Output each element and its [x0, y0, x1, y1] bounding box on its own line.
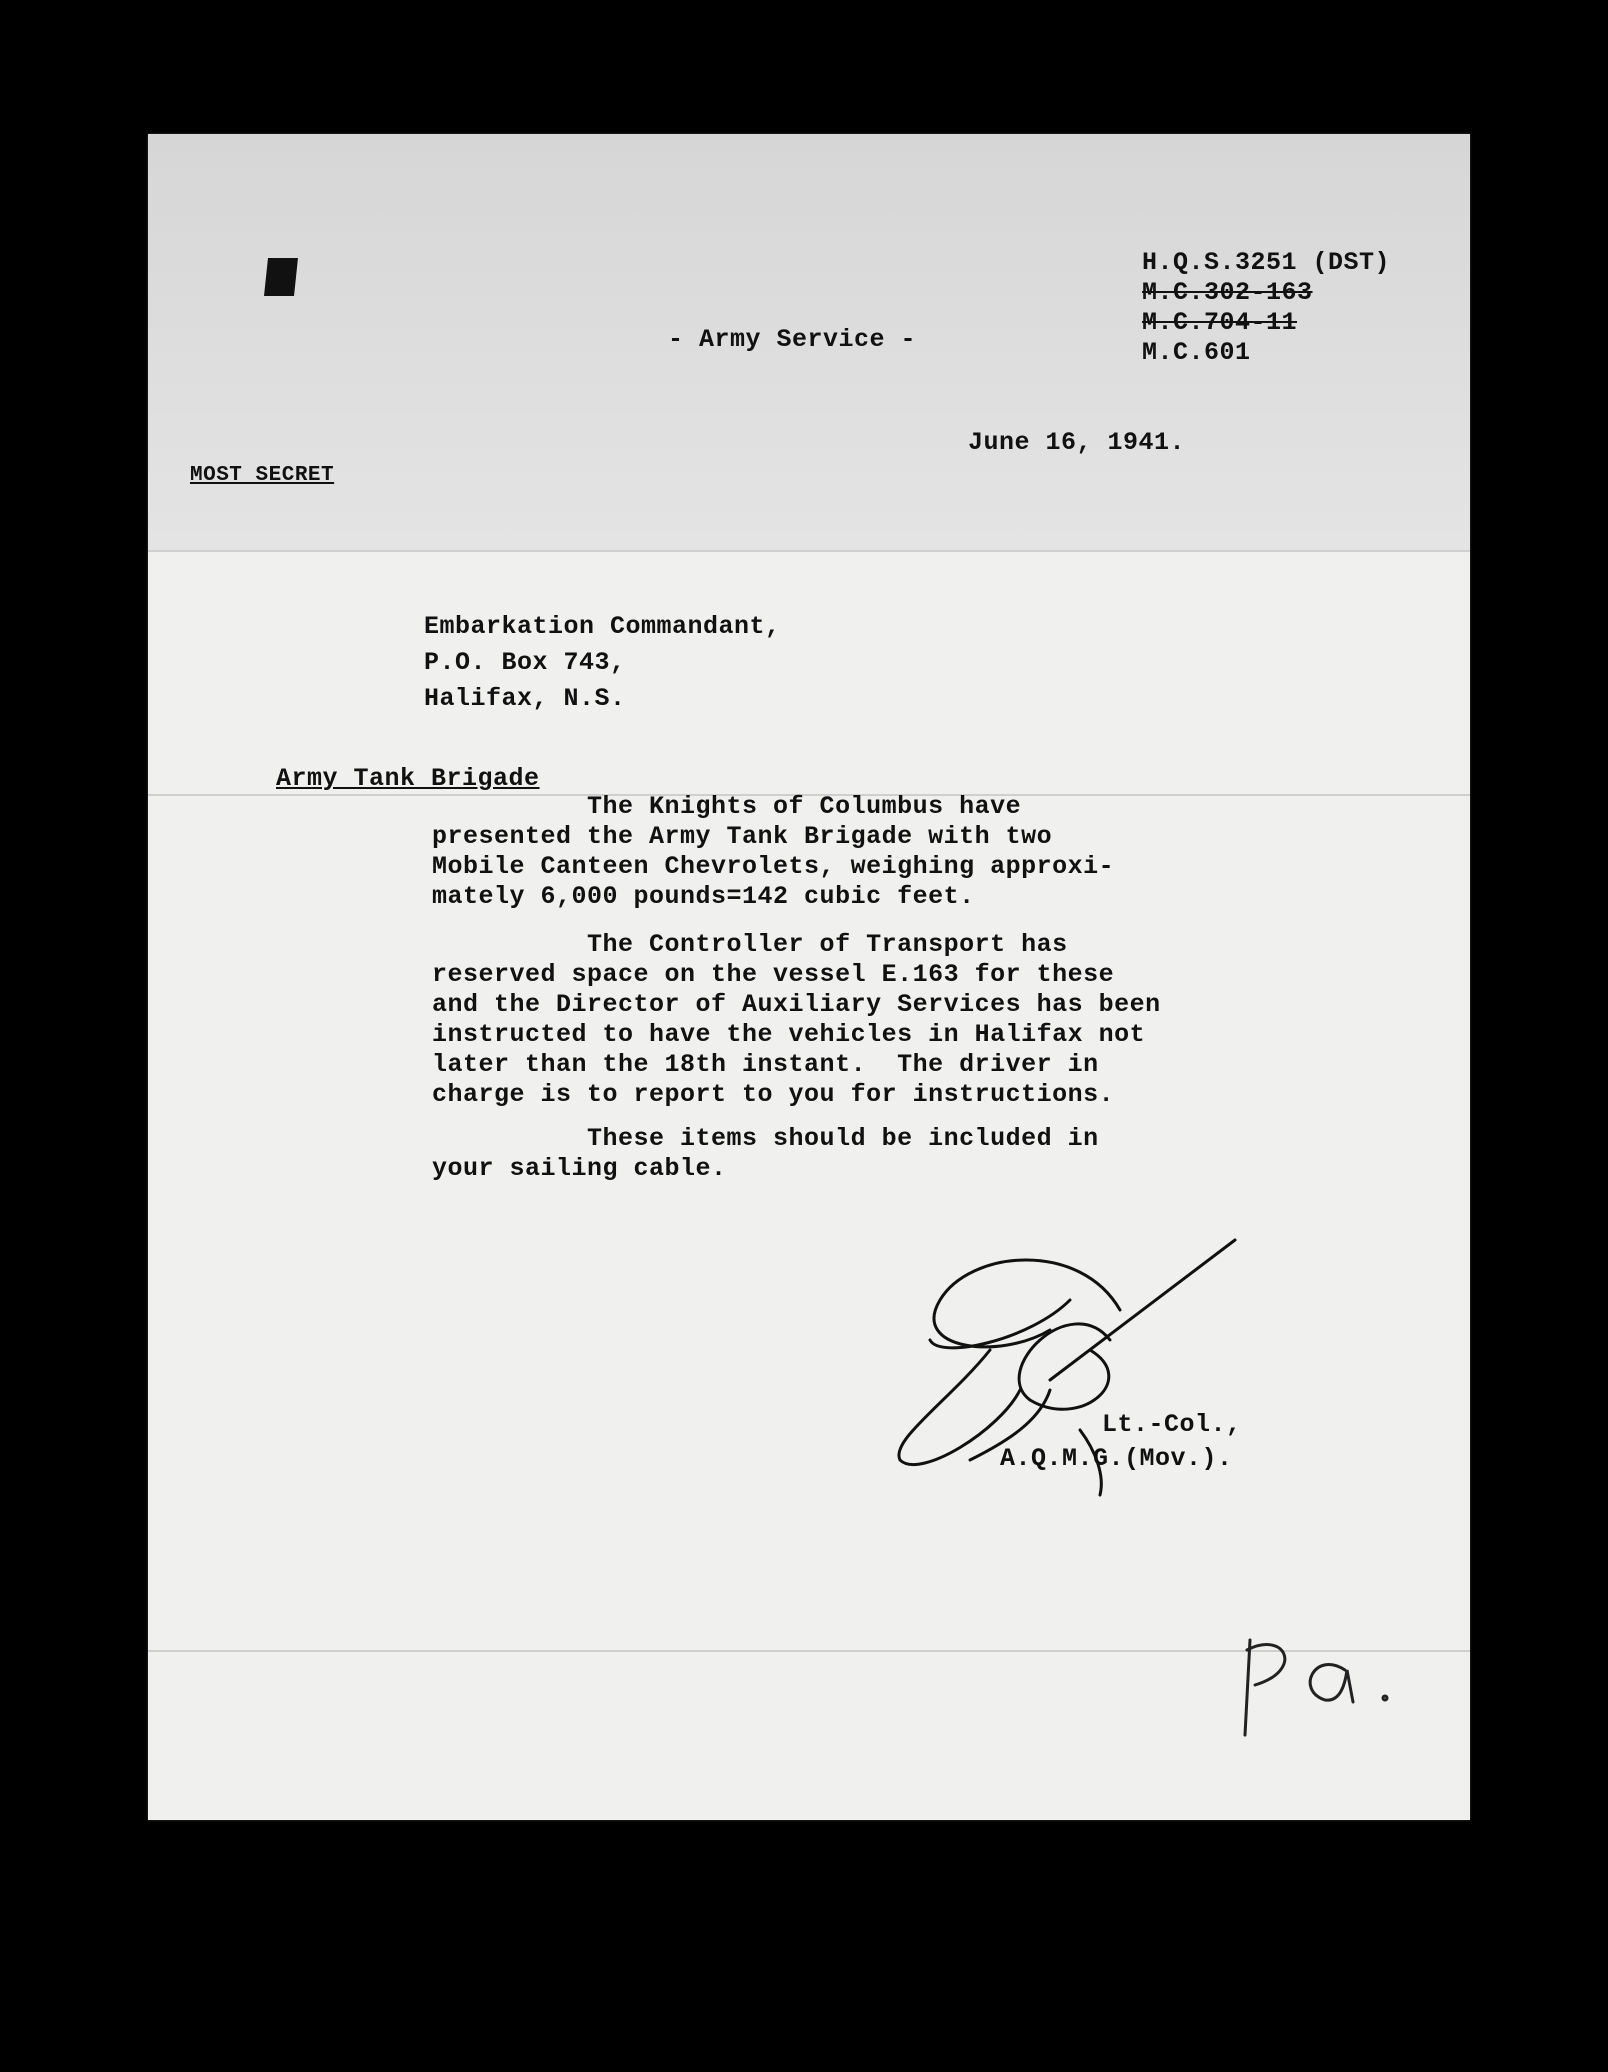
paragraph-2: The Controller of Transport has reserved space on the vessel E.163 for these and the Director of Auxiliary Services has been instructed to have the vehicles in Halifax not later than the 18th instant. The driver in charge is to report to you for instructions. [432, 930, 1161, 1109]
service-heading: - Army Service - [668, 325, 917, 354]
signature-title: A.Q.M.G.(Mov.). [1000, 1444, 1233, 1473]
paragraph-3: These items should be included in your sailing cable. [432, 1124, 1099, 1183]
paragraph-1: The Knights of Columbus have presented the Army Tank Brigade with two Mobile Canteen Chevrolets, weighing approxi- mately 6,000 pounds=142 cubic feet. [432, 792, 1115, 911]
fold-line [148, 550, 1470, 552]
file-ref-4: M.C.601 [1142, 338, 1251, 367]
file-ref-3: M.C.704-11 [1142, 308, 1298, 337]
subject-line: Army Tank Brigade [276, 764, 540, 793]
file-ref-2: M.C.302-163 [1142, 278, 1313, 307]
address-line-1: Embarkation Commandant, [424, 612, 781, 641]
letter-date: June 16, 1941. [968, 428, 1186, 457]
address-line-3: Halifax, N.S. [424, 684, 626, 713]
punch-hole-mark [264, 258, 298, 296]
classification-stamp: MOST SECRET [190, 464, 335, 487]
address-line-2: P.O. Box 743, [424, 648, 626, 677]
file-ref-1: H.Q.S.3251 (DST) [1142, 248, 1391, 277]
signature-rank: Lt.-Col., [1102, 1410, 1242, 1439]
handwritten-note [1235, 1630, 1405, 1740]
